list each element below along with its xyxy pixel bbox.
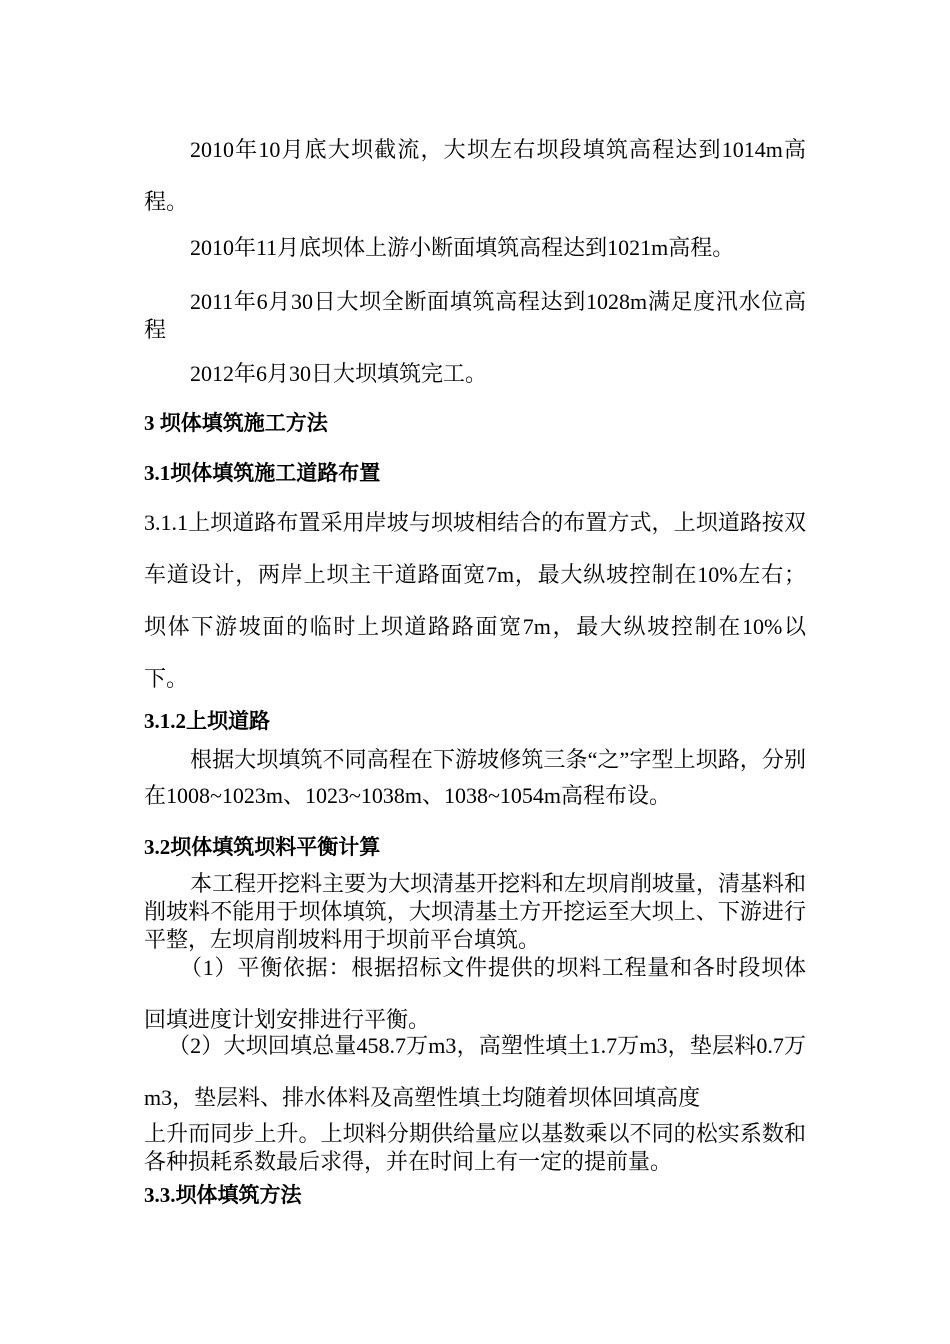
heading-section-3-2: 3.2坝体填筑坝料平衡计算 <box>144 835 381 859</box>
paragraph-excavation-material: 本工程开挖料主要为大坝清基开挖料和左坝肩削坡量，清基料和削坡料不能用于坝体填筑，大坝清基土方开挖运至大坝上、下游进行平整，左坝肩削坡料用于坝前平台填筑。 <box>144 871 807 952</box>
heading-section-3: 3 坝体填筑施工方法 <box>144 411 328 435</box>
heading-section-3-3: 3.3.坝体填筑方法 <box>144 1183 302 1207</box>
paragraph-backfill-quantity: （2）大坝回填总量458.7万m3，高塑性填土1.7万m3，垫层料0.7万m3，垫层料、排水体料及高塑性填土均随着坝体回填高度 <box>144 1033 806 1110</box>
paragraph-access-roads: 根据大坝填筑不同高程在下游坡修筑三条“之”字型上坝路，分别在1008~1023m、1023~1038m、1038~1054m高程布设。 <box>144 747 806 808</box>
paragraph-balance-basis: （1）平衡依据：根据招标文件提供的坝料工程量和各时段坝体回填进度计划安排进行平衡。 <box>144 955 806 1032</box>
heading-section-3-1: 3.1坝体填筑施工道路布置 <box>144 461 381 485</box>
paragraph-full-section: 2011年6月30日大坝全断面填筑高程达到1028m满足度汛水位高程 <box>144 289 806 342</box>
paragraph-completion: 2012年6月30日大坝填筑完工。 <box>190 361 488 386</box>
paragraph-upstream-section: 2010年11月底坝体上游小断面填筑高程达到1021m高程。 <box>190 235 735 260</box>
paragraph-dam-closure: 2010年10月底大坝截流，大坝左右坝段填筑高程达到1014m高程。 <box>144 137 806 214</box>
heading-section-3-1-2: 3.1.2上坝道路 <box>144 709 270 733</box>
paragraph-supply-quantity: 上升而同步上升。上坝料分期供给量应以基数乘以不同的松实系数和各种损耗系数最后求得，并在时间上有一定的提前量。 <box>144 1121 806 1174</box>
paragraph-road-layout: 3.1.1上坝道路布置采用岸坡与坝坡相结合的布置方式，上坝道路按双车道设计，两岸上坝主干道路面宽7m，最大纵坡控制在10%左右；坝体下游坡面的临时上坝道路路面宽7m，最大纵坡控制在10%以下。 <box>144 510 806 691</box>
